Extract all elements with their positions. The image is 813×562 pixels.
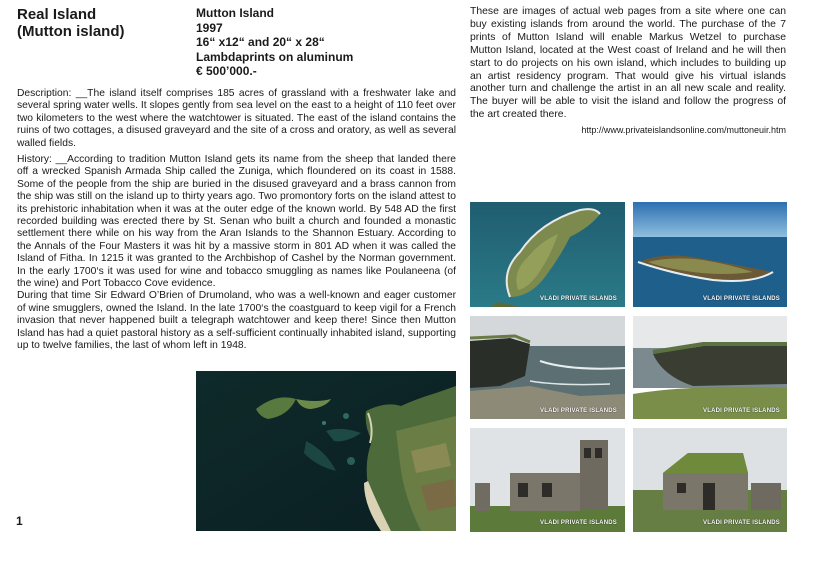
source-url: http://www.privateislandsonline.com/muttoneuir.htm xyxy=(581,125,786,135)
sea-cliffs-photo xyxy=(470,316,625,419)
artwork-price: € 500’000.- xyxy=(196,64,257,78)
photo-watermark: VLADI PRIVATE ISLANDS xyxy=(540,520,617,526)
purchase-note: These are images of actual web pages from a site where one can buy existing islands from around the world. The purchase of the 7 prints of Mutton Island will enable Markus Wetzel to purchase Mutton Island, located at the West coast of Ireland and he will then start to do projects on his own island, which includes to building up an artist residency program. That would give his virtual islands another turn and challenge the artist in an all new scale and reality. The buyer will be able to visit the island and follow the progress of the art created there. xyxy=(470,6,786,121)
photo-watermark: VLADI PRIVATE ISLANDS xyxy=(540,296,617,302)
page-title-block xyxy=(17,6,124,40)
watchtower-ruins-photo xyxy=(470,428,625,532)
history-paragraph-1: History: __According to tradition Mutton Island gets its name from the sheep that landed there off a wrecked Spanish Armada Ship called the Zuniga, which floundered on its coast in 1588. Some of the people from the ship are buried in the disused graveyard and a brass cannon from the ship was still on the island up to thirty years ago. Two promontory forts on the island attest to its prehistoric inhabitation when it was at the outer edge of the known world. By 548 AD the first recorded building was erected there by St. Senan who built a church and founded a monastic settlement there while on his way from the Aran Islands to the Shannon Estuary. According to the Annals of the Four Masters it was hit by a massive storm in 801 AD when it was called the Island of Fitha. In 1215 it was granted to the Archbishop of Cashel by the Norman government. In the early 1700‘s it was used for wine and tobacco smuggling as names like Poulaneena (of the wine) and Port Tobacco Cove evidence. xyxy=(17,154,456,290)
description-text: Description: __The island itself comprises 185 acres of grassland with a freshwater lake and several spring water wells. It slopes gently from sea level on the east to a height of 110 feet over two kilometers to the west where the watchtower is situated. The east of the island contains the ruins of two cottages, a disused graveyard and the site of a cross and oratory, as well as several walled fields. xyxy=(17,88,456,149)
photo-watermark: VLADI PRIVATE ISLANDS xyxy=(703,520,780,526)
page-number: 1 xyxy=(16,514,23,528)
photo-watermark: VLADI PRIVATE ISLANDS xyxy=(540,408,617,414)
history-section xyxy=(17,154,456,353)
artwork-info xyxy=(196,6,353,79)
artwork-name: Mutton Island xyxy=(196,6,274,20)
artwork-year: 1997 xyxy=(196,20,223,35)
photo-watermark: VLADI PRIVATE ISLANDS xyxy=(703,408,780,414)
cottage-ruin-photo xyxy=(633,428,787,532)
history-paragraph-2: During that time Sir Edward O’Brien of Drumoland, who was a well-known and eager customer of wine smugglers, owned the Island. In the late 1700‘s the coastguard to keep vigil for a French invasion that never happened built a telegraph watchtower and keep there! Since then Mutton Island has had a quiet pastoral history as a self-sufficient continually inhabited island, supporting up to twelve families, the last of whom left in 1948. xyxy=(17,290,456,352)
headland-photo xyxy=(633,316,787,419)
artwork-medium: Lambdaprints on aluminum xyxy=(196,49,354,64)
page-title: Real Island xyxy=(17,6,97,23)
photo-watermark: VLADI PRIVATE ISLANDS xyxy=(703,296,780,302)
island-oblique-photo xyxy=(633,202,787,307)
page-subtitle: (Mutton island) xyxy=(17,23,125,40)
artwork-dimensions: 16“ x12“ and 20“ x 28“ xyxy=(196,35,325,49)
satellite-photo xyxy=(196,371,456,531)
island-aerial-photo xyxy=(470,202,625,307)
